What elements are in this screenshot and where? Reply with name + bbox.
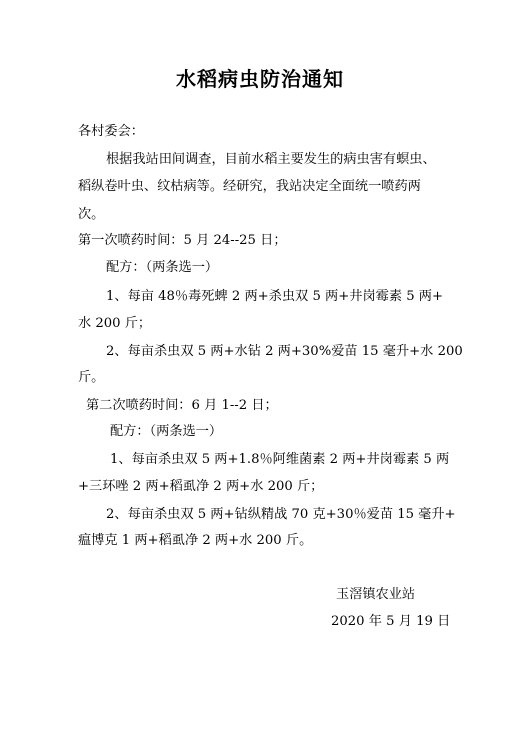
- first-round-time: 第一次喷药时间：5 月 24--25 日；: [78, 233, 287, 248]
- intro-line-2: 稻纵卷叶虫、纹枯病等。经研究，我站决定全面统一喷药两: [78, 179, 421, 194]
- first-round-formula-label: 配方：（两条选一）: [106, 260, 219, 275]
- intro-line-1: 根据我站田间调查，目前水稻主要发生的病虫害有螟虫、: [106, 152, 436, 167]
- second-round-formula-label: 配方：（两条选一）: [110, 424, 223, 439]
- salutation: 各村委会：: [78, 124, 144, 139]
- second-round-time: 第二次喷药时间：6 月 1--2 日；: [86, 398, 278, 413]
- second-round-option1-line2: +三环唑 2 两+稻虱净 2 两+水 200 斤；: [78, 479, 324, 494]
- intro-line-3: 次。: [78, 207, 105, 222]
- second-round-option2-line2: 瘟博克 1 两+稻虱净 2 两+水 200 斤。: [78, 533, 313, 548]
- signature: 玉滘镇农业站: [336, 587, 416, 602]
- second-round-option2-line1: 2、每亩杀虫双 5 两+钻纵精战 70 克+30％爱苗 15 毫升+: [106, 507, 456, 522]
- notice-title: 水稻病虫防治通知: [176, 67, 344, 91]
- date: 2020 年 5 月 19 日: [331, 614, 451, 629]
- first-round-option2-line1: 2、每亩杀虫双 5 两+水钻 2 两+30%爱苗 15 毫升+水 200: [106, 344, 463, 359]
- first-round-option1-line2: 水 200 斤；: [78, 316, 152, 331]
- first-round-option1-line1: 1、每亩 48％毒死蜱 2 两+杀虫双 5 两+井岗霉素 5 两+: [106, 289, 444, 304]
- first-round-option2-line2: 斤。: [78, 370, 105, 385]
- second-round-option1-line1: 1、每亩杀虫双 5 两+1.8％阿维菌素 2 两+井岗霉素 5 两: [110, 452, 450, 467]
